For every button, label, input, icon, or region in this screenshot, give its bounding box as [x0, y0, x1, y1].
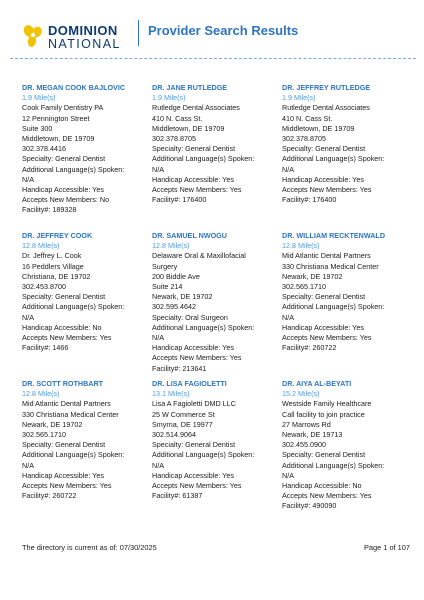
provider-name: DR. SCOTT ROTHBART [22, 379, 104, 388]
provider-detail-line: N/A [152, 164, 164, 174]
provider-detail-line: Handicap Accessible: No [282, 481, 362, 491]
provider-detail-line: Middletown, DE 19709 [282, 123, 355, 133]
provider-detail-line: 302.514.9064 [152, 430, 196, 440]
provider-detail-line: Accepts New Members: Yes [282, 333, 372, 343]
directory-current-note: The directory is current as of: 07/30/2025 [22, 543, 157, 552]
provider-detail-line: Specialty: General Dentist [282, 144, 366, 154]
provider-detail-line: N/A [282, 470, 294, 480]
provider-distance: 1.9 Mile(s) [282, 93, 316, 103]
provider-entry [22, 83, 146, 216]
provider-distance: 12.8 Mile(s) [282, 241, 320, 251]
provider-detail-line: Smyrna, DE 19977 [152, 419, 213, 429]
provider-detail-line: Facility#: 260722 [22, 491, 77, 501]
provider-detail-line: 302.455.0900 [282, 440, 326, 450]
provider-detail-line: Specialty: General Dentist [22, 292, 106, 302]
provider-detail-line: N/A [22, 460, 34, 470]
page-title: Provider Search Results [148, 23, 299, 38]
provider-detail-line: N/A [22, 174, 34, 184]
provider-detail-line: 302.378.4416 [22, 144, 66, 154]
logo-text-line2: NATIONAL [48, 37, 121, 51]
provider-detail-line: 330 Christiana Medical Center [22, 409, 119, 419]
provider-detail-line: Handicap Accessible: Yes [152, 174, 234, 184]
provider-entry [152, 231, 276, 374]
provider-detail-line: Handicap Accessible: Yes [152, 343, 234, 353]
provider-detail-line: 12 Pennington Street [22, 113, 90, 123]
provider-detail-line: Additional Language(s) Spoken: [22, 302, 125, 312]
provider-detail-line: Specialty: General Dentist [152, 440, 236, 450]
provider-detail-line: Facility#: 1466 [22, 343, 69, 353]
provider-name: DR. AIYA AL-BEYATI [282, 379, 352, 388]
provider-detail-line: 302.565.1710 [282, 282, 326, 292]
provider-detail-line: Handicap Accessible: Yes [152, 470, 234, 480]
provider-detail-line: Newark, DE 19702 [282, 271, 343, 281]
provider-detail-line: Rutledge Dental Associates [152, 103, 240, 113]
provider-detail-line: Specialty: General Dentist [152, 144, 236, 154]
page-header [22, 14, 412, 54]
provider-detail-line: Specialty: Oral Surgeon [152, 312, 228, 322]
provider-detail-line: Facility#: 490090 [282, 501, 337, 511]
provider-detail-line: Specialty: General Dentist [22, 440, 106, 450]
provider-name: DR. MEGAN COOK BAJLOVIC [22, 83, 126, 92]
provider-detail-line: Facility#: 260722 [282, 343, 337, 353]
provider-detail-line: Surgery [152, 261, 178, 271]
provider-detail-line: Middletown, DE 19709 [152, 123, 225, 133]
provider-detail-line: Call facility to join practice [282, 409, 365, 419]
provider-detail-line: Handicap Accessible: Yes [22, 185, 104, 195]
provider-name: DR. WILLIAM RECKTENWALD [282, 231, 386, 240]
provider-detail-line: Facility#: 213641 [152, 363, 207, 373]
provider-detail-line: N/A [22, 312, 34, 322]
provider-distance: 12.8 Mile(s) [22, 241, 60, 251]
provider-detail-line: Handicap Accessible: Yes [282, 322, 364, 332]
provider-detail-line: Handicap Accessible: Yes [282, 174, 364, 184]
provider-detail-line: Delaware Oral & Maxillofacial [152, 251, 246, 261]
provider-entry [152, 379, 276, 501]
provider-detail-line: Accepts New Members: Yes [282, 491, 372, 501]
provider-detail-line: Additional Language(s) Spoken: [152, 450, 255, 460]
provider-detail-line: Newark, DE 19702 [22, 419, 83, 429]
provider-detail-line: Additional Language(s) Spoken: [282, 154, 385, 164]
provider-detail-line: 302.453.8700 [22, 282, 66, 292]
provider-detail-line: Facility#: 189328 [22, 205, 77, 215]
provider-detail-line: Specialty: General Dentist [282, 292, 366, 302]
provider-detail-line: Additional Language(s) Spoken: [22, 450, 125, 460]
provider-detail-line: Specialty: General Dentist [282, 450, 366, 460]
provider-detail-line: Specialty: General Dentist [22, 154, 106, 164]
provider-detail-line: Accepts New Members: Yes [152, 353, 242, 363]
provider-detail-line: Middletown, DE 19709 [22, 134, 95, 144]
page-number: Page 1 of 107 [363, 543, 410, 552]
provider-entry [282, 231, 406, 353]
header-rule [10, 58, 416, 59]
provider-distance: 12.8 Mile(s) [22, 389, 60, 399]
provider-name: DR. JANE RUTLEDGE [152, 83, 228, 92]
provider-detail-line: Mid Atlantic Dental Partners [22, 399, 111, 409]
provider-detail-line: Suite 300 [22, 123, 53, 133]
provider-detail-line: 302.565.1710 [22, 430, 66, 440]
provider-detail-line: Rutledge Dental Associates [282, 103, 370, 113]
provider-detail-line: 302.378.8705 [282, 134, 326, 144]
provider-detail-line: N/A [282, 164, 294, 174]
logo-text-line1: DOMINION [48, 23, 118, 38]
provider-detail-line: Additional Language(s) Spoken: [22, 164, 125, 174]
provider-entry [282, 379, 406, 512]
provider-detail-line: Accepts New Members: No [22, 195, 110, 205]
provider-distance: 1.9 Mile(s) [22, 93, 56, 103]
provider-detail-line: Newark, DE 19702 [152, 292, 213, 302]
provider-name: DR. JEFFREY RUTLEDGE [282, 83, 371, 92]
provider-detail-line: N/A [152, 333, 164, 343]
provider-detail-line: 27 Marrows Rd [282, 419, 331, 429]
provider-detail-line: Accepts New Members: Yes [282, 185, 372, 195]
provider-detail-line: Dr. Jeffrey L. Cook [22, 251, 82, 261]
provider-detail-line: 16 Peddlers Village [22, 261, 84, 271]
provider-detail-line: N/A [282, 312, 294, 322]
provider-detail-line: Accepts New Members: Yes [22, 481, 112, 491]
provider-detail-line: Suite 214 [152, 282, 183, 292]
provider-detail-line: 25 W Commerce St [152, 409, 215, 419]
provider-distance: 1.9 Mile(s) [152, 93, 186, 103]
provider-distance: 12.8 Mile(s) [152, 241, 190, 251]
provider-detail-line: 410 N. Cass St. [152, 113, 203, 123]
dominion-national-logo [22, 20, 134, 54]
provider-detail-line: Newark, DE 19713 [282, 430, 343, 440]
provider-entry [22, 379, 146, 501]
provider-detail-line: Lisa A Fagioletti DMD LLC [152, 399, 236, 409]
provider-detail-line: Additional Language(s) Spoken: [152, 154, 255, 164]
provider-detail-line: Accepts New Members: Yes [152, 481, 242, 491]
provider-detail-line: 302.595.4642 [152, 302, 196, 312]
provider-detail-line: Additional Language(s) Spoken: [152, 322, 255, 332]
provider-detail-line: Handicap Accessible: No [22, 322, 102, 332]
provider-detail-line: N/A [152, 460, 164, 470]
provider-detail-line: 330 Christiana Medical Center [282, 261, 379, 271]
provider-detail-line: 410 N. Cass St. [282, 113, 333, 123]
provider-detail-line: Westside Family Healthcare [282, 399, 372, 409]
provider-detail-line: 200 Biddle Ave [152, 271, 200, 281]
provider-entry [22, 231, 146, 353]
provider-name: DR. SAMUEL NWOGU [152, 231, 227, 240]
provider-detail-line: Handicap Accessible: Yes [22, 470, 104, 480]
header-divider [138, 20, 139, 46]
provider-name: DR. LISA FAGIOLETTI [152, 379, 227, 388]
dominion-national-logo-icon [22, 24, 44, 48]
provider-distance: 13.1 Mile(s) [152, 389, 190, 399]
provider-detail-line: 302.378.8705 [152, 134, 196, 144]
provider-detail-line: Additional Language(s) Spoken: [282, 460, 385, 470]
provider-entry [152, 83, 276, 205]
provider-detail-line: Christiana, DE 19702 [22, 271, 91, 281]
provider-detail-line: Facility#: 176400 [152, 195, 207, 205]
provider-detail-line: Facility#: 61387 [152, 491, 203, 501]
provider-entry [282, 83, 406, 205]
provider-detail-line: Facility#: 176400 [282, 195, 337, 205]
provider-detail-line: Additional Language(s) Spoken: [282, 302, 385, 312]
provider-detail-line: Cook Family Dentistry PA [22, 103, 104, 113]
provider-name: DR. JEFFREY COOK [22, 231, 93, 240]
provider-detail-line: Accepts New Members: Yes [22, 333, 112, 343]
provider-detail-line: Accepts New Members: Yes [152, 185, 242, 195]
provider-detail-line: Mid Atlantic Dental Partners [282, 251, 371, 261]
provider-distance: 15.2 Mile(s) [282, 389, 320, 399]
